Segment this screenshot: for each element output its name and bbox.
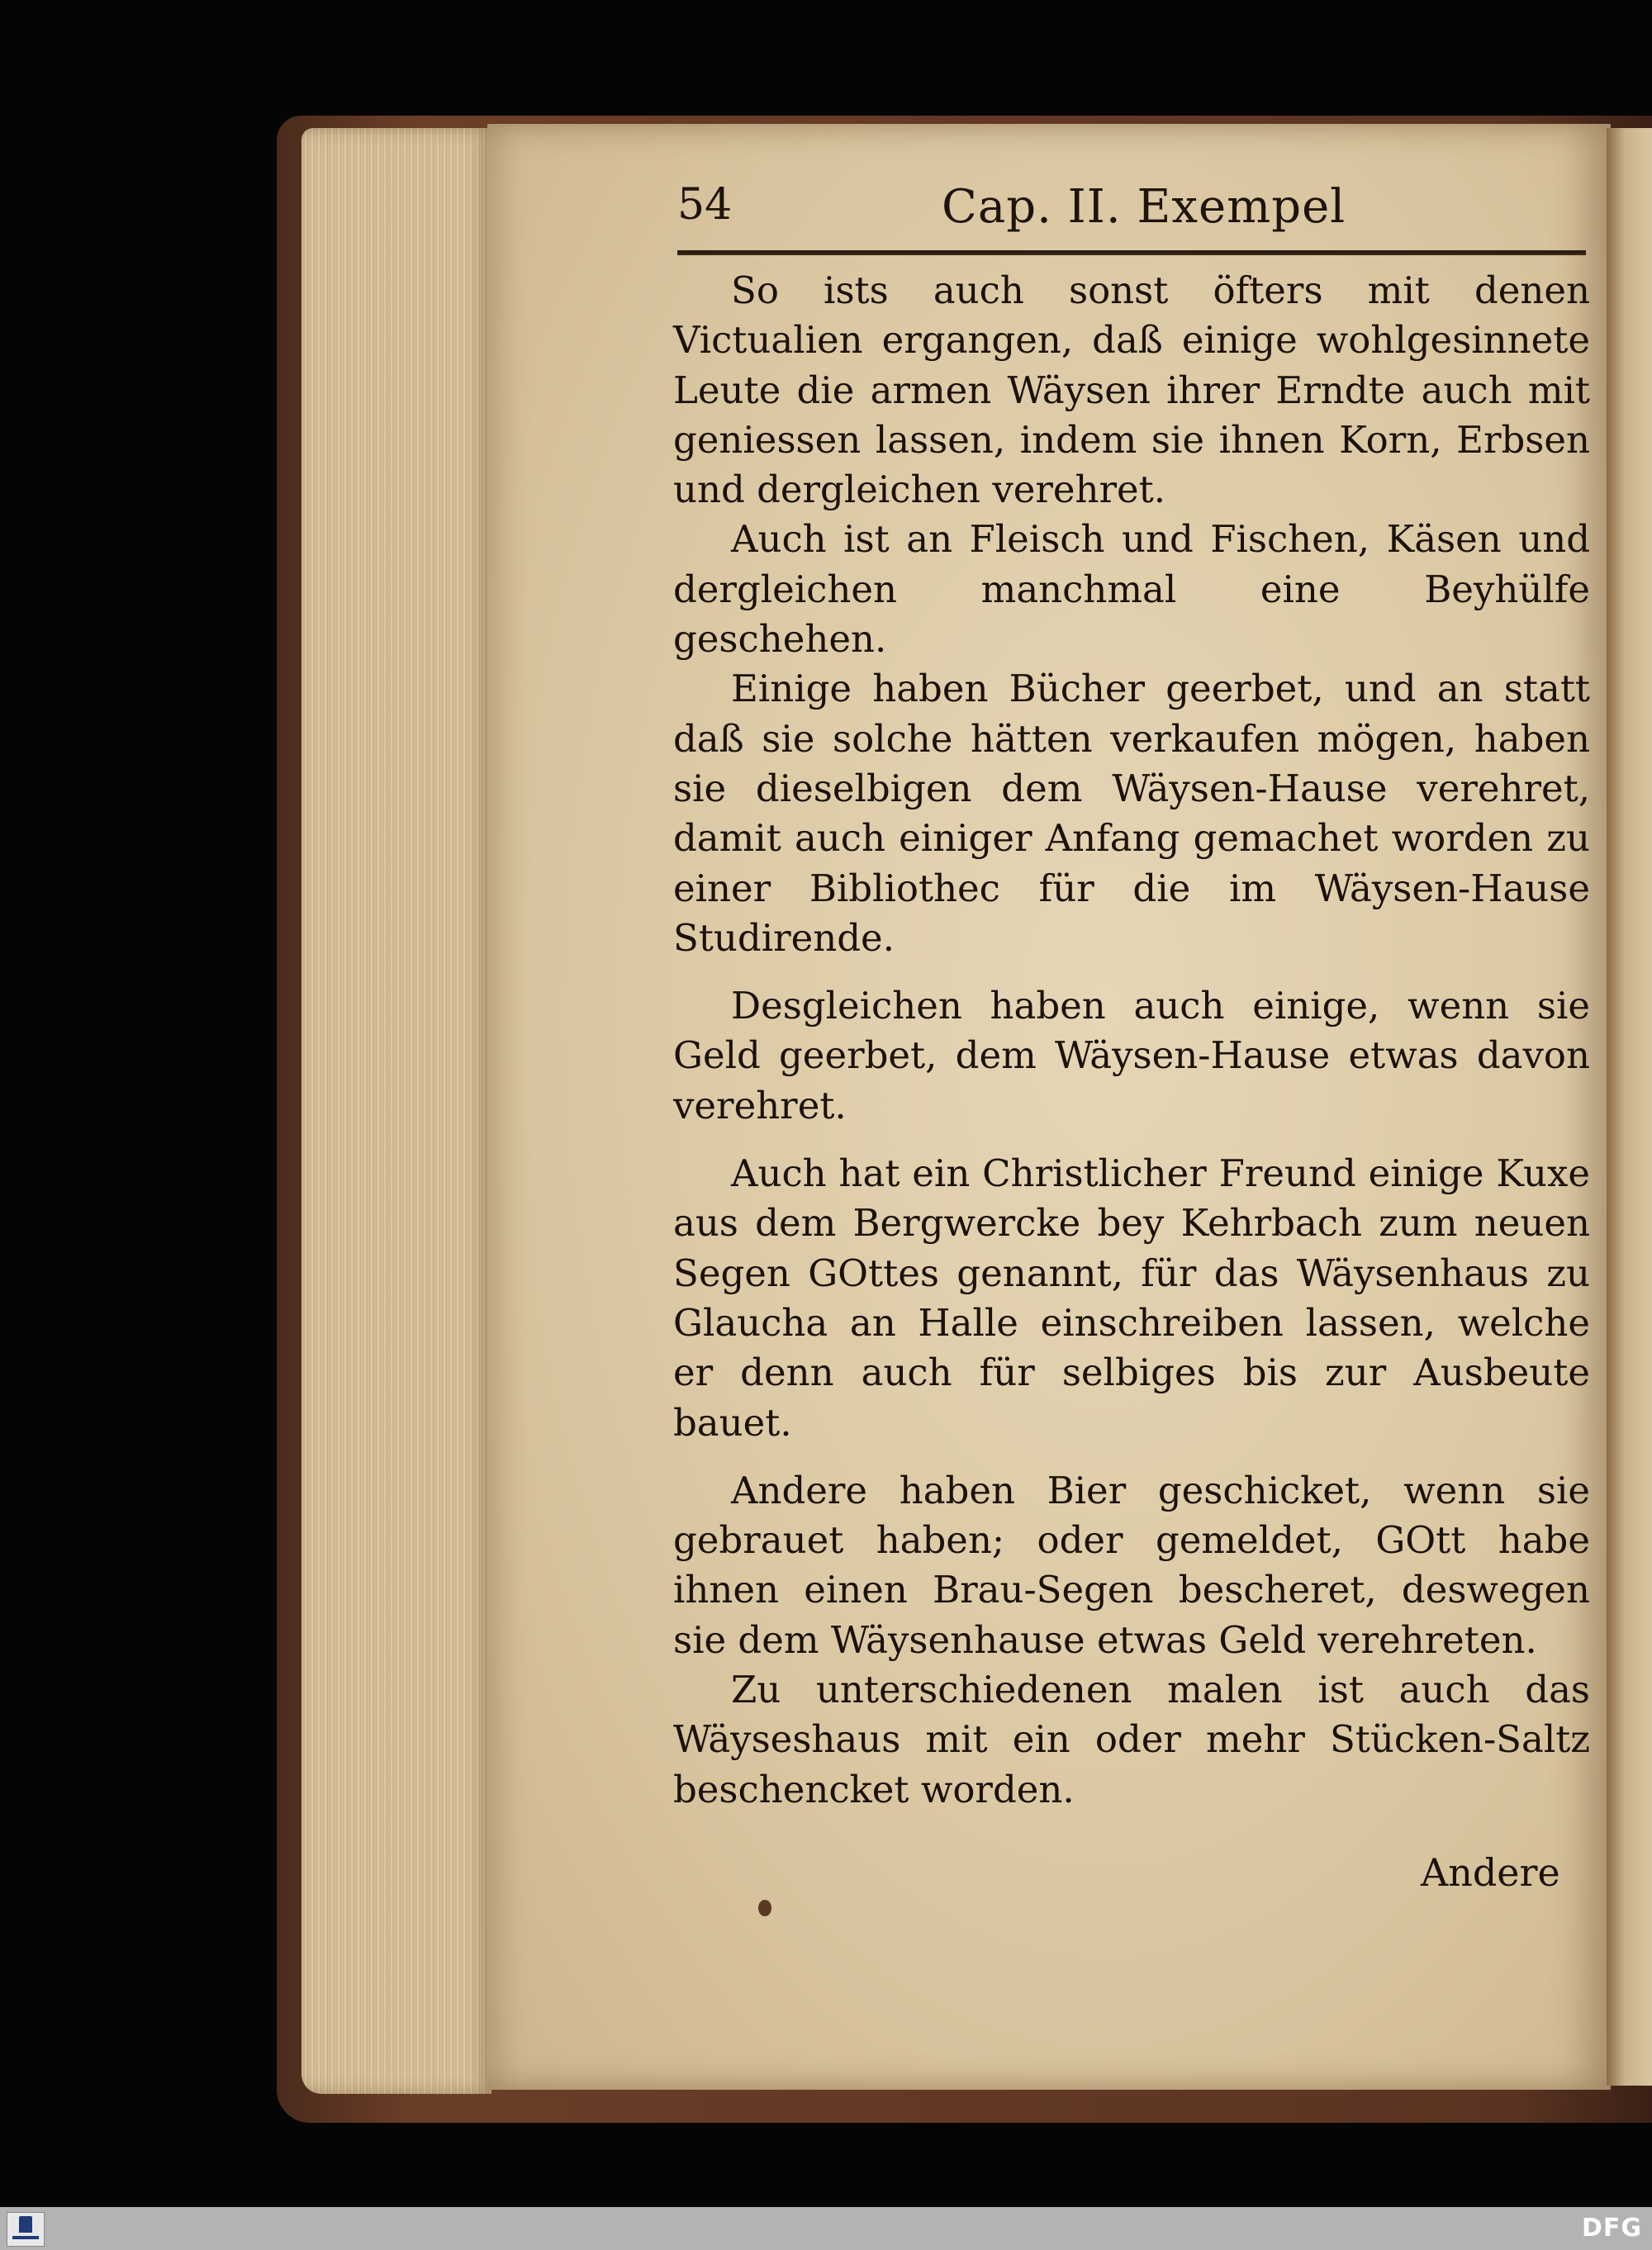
paragraph-buecher: Einige haben Bücher geerbet, und an statt daß sie solche hätten verkaufen mögen, haben sie dieselbigen dem Wäysen-Hause verehret, damit auch einiger Anfang gemachet worden zu einer Bibliothec für die im Wäysen-Hause Studirende. [673, 667, 1590, 960]
body-text [673, 266, 1590, 1815]
paragraph-fleisch: Auch ist an Fleisch und Fischen, Käsen und dergleichen manchmal eine Beyhülfe geschehen. [673, 517, 1590, 662]
paragraph-saltz: Zu unterschiedenen malen ist auch das Wäyseshaus mit ein oder mehr Stücken-Saltz beschencket worden. [673, 1668, 1590, 1811]
ink-spot [758, 1900, 771, 1916]
paragraph-victualien: So ists auch sonst öfters mit denen Victualien ergangen, daß einige wohlgesinnete Leute die armen Wäysen ihrer Erndte auch mit geniessen lassen, indem sie ihnen Korn, Erbsen und dergleichen verehret. [673, 268, 1590, 512]
paragraph-geld: Desgleichen haben auch einige, wenn sie Geld geerbet, dem Wäysen-Hause etwas davon verehret. [673, 984, 1590, 1127]
catchword: Andere [1421, 1850, 1560, 1895]
page-number: 54 [677, 180, 733, 230]
paragraph-kuxe: Auch hat ein Christlicher Freund einige Kuxe aus dem Bergwercke bey Kehrbach zum neuen Segen GOttes genannt, für das Wäysenhaus zu Glaucha an Halle einschreiben lassen, welche er denn auch für selbiges bis zur Ausbeute bauet. [673, 1151, 1590, 1445]
running-head: Cap. II. Exempel [942, 180, 1346, 234]
footer-bar [0, 2207, 1652, 2250]
library-logo-icon [7, 2212, 45, 2247]
dfg-logo: DFG [1581, 2214, 1642, 2243]
book-gutter [1607, 128, 1652, 2086]
logo-base [12, 2236, 39, 2239]
paragraph-bier: Andere haben Bier geschicket, wenn sie gebrauet haben; oder gemeldet, GOtt habe ihnen einen Brau-Segen bescheret, deswegen sie dem Wäysenhause etwas Geld verehreten. [673, 1468, 1590, 1662]
header-rule [677, 250, 1586, 255]
page-edges [301, 128, 491, 2094]
page-header [677, 180, 1586, 254]
logo-building-icon [19, 2216, 32, 2233]
